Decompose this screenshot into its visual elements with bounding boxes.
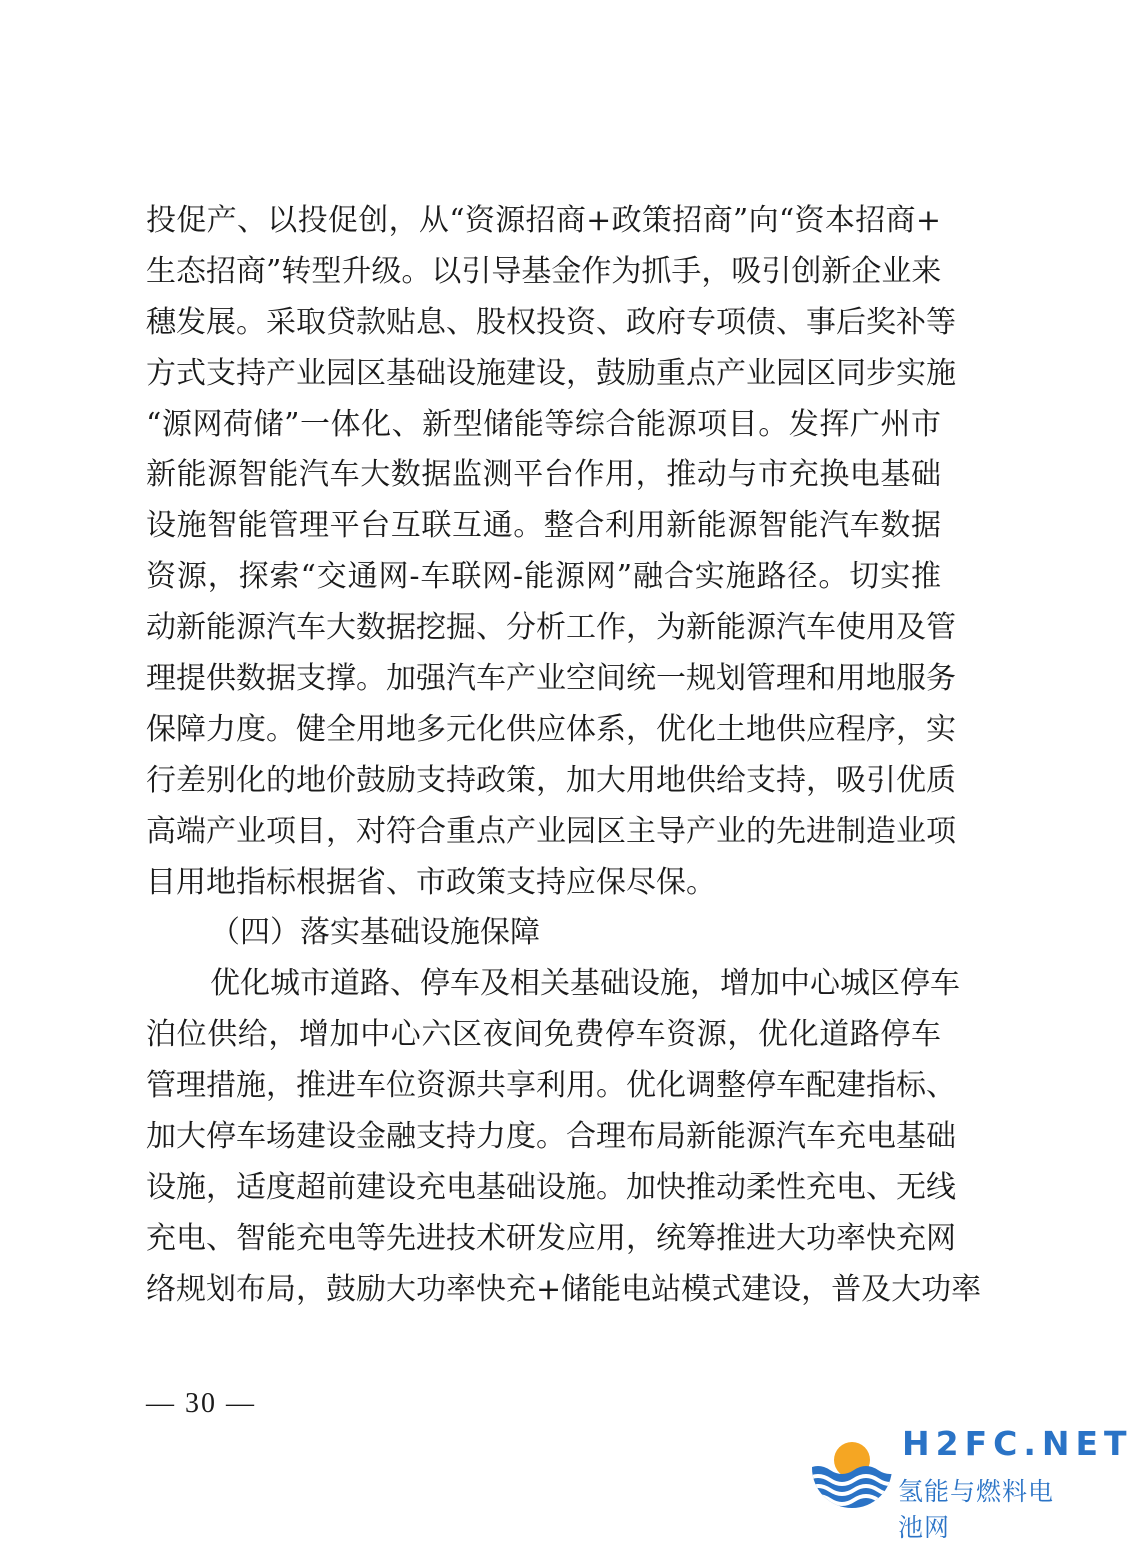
text-line: 保障力度。健全用地多元化供应体系，优化土地供应程序，实: [146, 711, 956, 747]
text-line: 泊位供给，增加中心六区夜间免费停车资源，优化道路停车: [146, 1017, 941, 1053]
watermark-subtitle: 氢能与燃料电池网: [898, 1477, 1055, 1542]
text-line: 设施智能管理平台互联互通。整合利用新能源智能汽车数据: [146, 508, 941, 544]
text-line: 方式支持产业园区基础设施建设，鼓励重点产业园区同步实施: [146, 355, 956, 391]
text-line: 优化城市道路、停车及相关基础设施，增加中心城区停车: [210, 966, 960, 1002]
text-line: 目用地指标根据省、市政策支持应保尽保。: [146, 864, 716, 900]
text-line: 行差别化的地价鼓励支持政策，加大用地供给支持，吸引优质: [146, 762, 956, 798]
text-line: 新能源智能汽车大数据监测平台作用，推动与市充换电基础: [146, 457, 941, 493]
text-line: “源网荷储”一体化、新型储能等综合能源项目。发挥广州市: [146, 406, 941, 442]
text-line: 资源，探索“交通网-车联网-能源网”融合实施路径。切实推: [146, 559, 941, 595]
section-heading: （四）落实基础设施保障: [210, 915, 540, 951]
paragraph-1: [146, 196, 956, 908]
text-line: 加大停车场建设金融支持力度。合理布局新能源汽车充电基础: [146, 1119, 956, 1155]
text-line: 管理措施，推进车位资源共享利用。优化调整停车配建指标、: [146, 1068, 956, 1104]
watermark: [806, 1418, 1133, 1542]
watermark-brand: H2FC.NET: [902, 1424, 1133, 1463]
text-line: 理提供数据支撑。加强汽车产业空间统一规划管理和用地服务: [146, 661, 956, 697]
page-number: — 30 —: [146, 1388, 256, 1419]
text-line: 设施，适度超前建设充电基础设施。加快推动柔性充电、无线: [146, 1169, 956, 1205]
text-line: 穗发展。采取贷款贴息、股权投资、政府专项债、事后奖补等: [146, 304, 956, 340]
paragraph-2: [146, 959, 982, 1315]
text-line: 充电、智能充电等先进技术研发应用，统筹推进大功率快充网: [146, 1220, 956, 1256]
text-line: 络规划布局，鼓励大功率快充+储能电站模式建设，普及大功率: [146, 1271, 982, 1307]
document-body: [146, 196, 982, 1316]
wave-sun-logo-icon: [806, 1422, 898, 1514]
text-line: 生态招商”转型升级。以引导基金作为抓手，吸引创新企业来: [146, 253, 942, 289]
text-line: 动新能源汽车大数据挖掘、分析工作，为新能源汽车使用及管: [146, 610, 956, 646]
text-line: 高端产业项目，对符合重点产业园区主导产业的先进制造业项: [146, 813, 956, 849]
text-line: 投促产、以投促创，从“资源招商+政策招商”向“资本招商+: [146, 203, 941, 238]
